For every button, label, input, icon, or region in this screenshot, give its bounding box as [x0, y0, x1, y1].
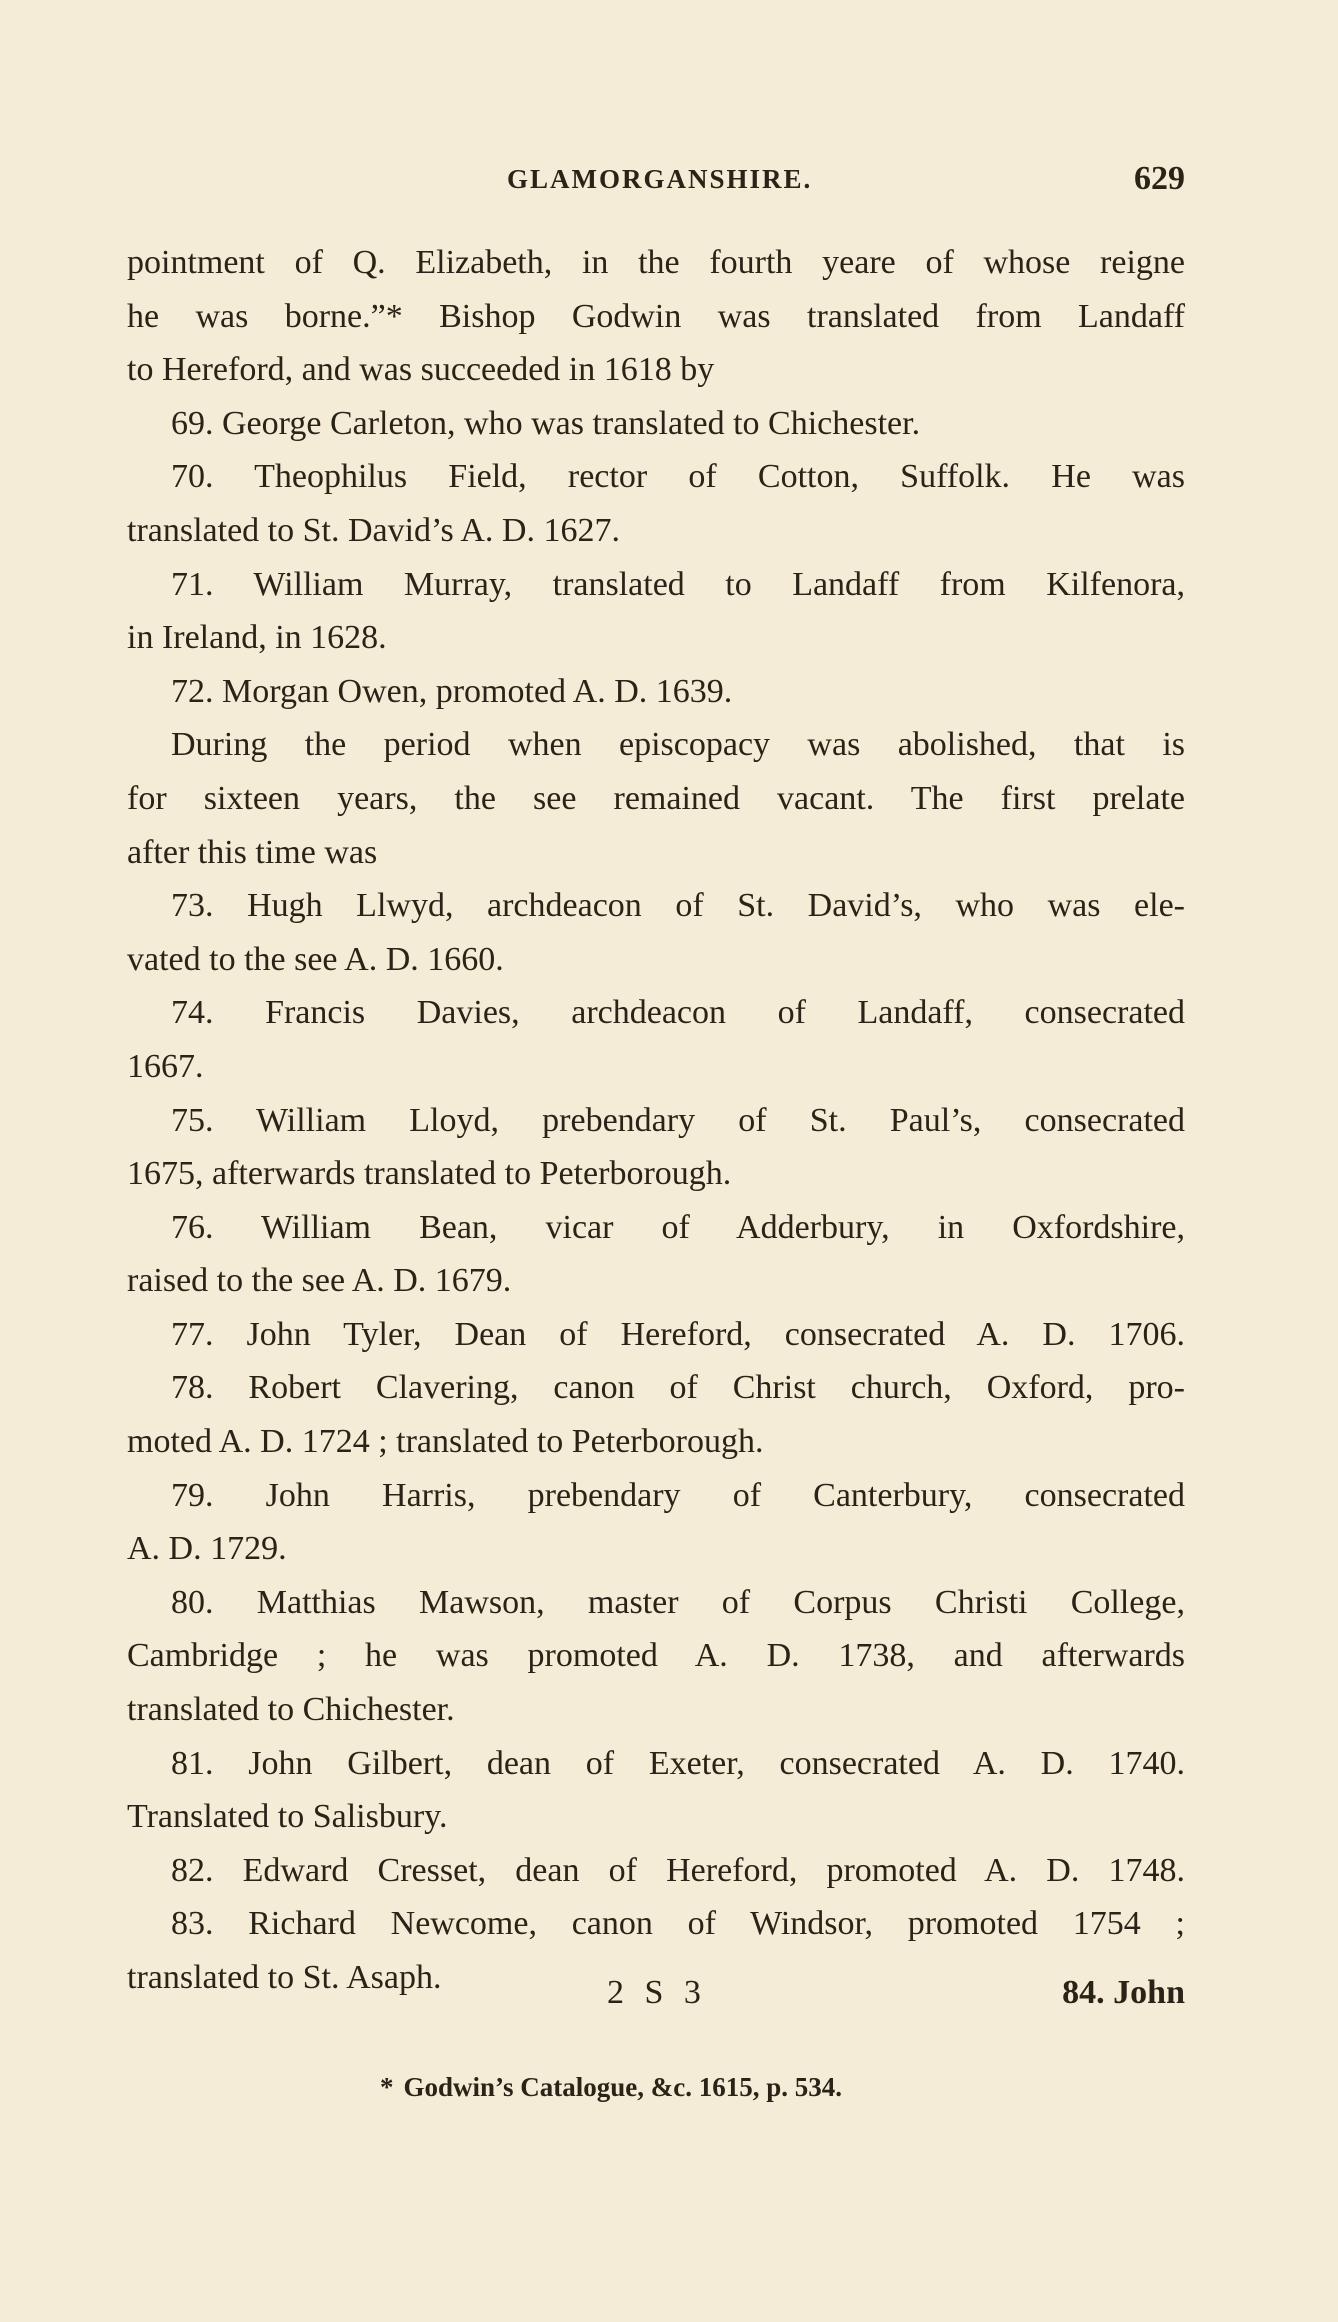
signature-row — [127, 1968, 1185, 2018]
text-line: 79. John Harris, prebendary of Canterbury, consecrated — [171, 1476, 1185, 1514]
text-line: During the period when episcopacy was abolished, that is — [171, 726, 1185, 764]
text-line: 74. Francis Davies, archdeacon of Landaff, consecrated — [171, 994, 1185, 1032]
text-line: 72. Morgan Owen, promoted A. D. 1639. — [171, 672, 733, 710]
text-line: 1667. — [127, 1047, 204, 1085]
footnote-mark: * — [380, 2072, 394, 2102]
running-title: GLAMORGANSHIRE. — [507, 164, 813, 194]
text-line: 1675, afterwards translated to Peterborough. — [127, 1155, 732, 1193]
text-line: pointment of Q. Elizabeth, in the fourth yeare of whose reigne — [127, 244, 1185, 281]
text-line: 69. George Carleton, who was translated to Chichester. — [171, 404, 921, 442]
text-line: 81. John Gilbert, dean of Exeter, consecrated A. D. 1740. — [171, 1744, 1185, 1782]
body-text — [127, 236, 1185, 2005]
text-line: translated to Chichester. — [127, 1691, 455, 1729]
text-line: 70. Theophilus Field, rector of Cotton, Suffolk. He was — [171, 458, 1185, 496]
footnote — [380, 2072, 842, 2103]
text-line: after this time was — [127, 833, 378, 871]
text-line: moted A. D. 1724 ; translated to Peterborough. — [127, 1423, 764, 1461]
text-line: 83. Richard Newcome, canon of Windsor, promoted 1754 ; — [171, 1905, 1185, 1943]
signature-mark: 2 S 3 — [607, 1974, 707, 2011]
text-line: Cambridge ; he was promoted A. D. 1738, and afterwards — [127, 1637, 1185, 1675]
text-line: 75. William Lloyd, prebendary of St. Paul’s, consecrated — [171, 1101, 1185, 1139]
text-line: 76. William Bean, vicar of Adderbury, in Oxfordshire, — [171, 1208, 1185, 1246]
text-line: for sixteen years, the see remained vacant. The first prelate — [127, 779, 1185, 817]
text-line: translated to St. David’s A. D. 1627. — [127, 511, 620, 549]
text-line: to Hereford, and was succeeded in 1618 by — [127, 351, 715, 389]
footnote-text: Godwin’s Catalogue, &c. 1615, p. 534. — [403, 2072, 843, 2102]
page-number: 629 — [1134, 160, 1185, 197]
text-line: 82. Edward Cresset, dean of Hereford, promoted A. D. 1748. — [171, 1851, 1185, 1889]
text-line: vated to the see A. D. 1660. — [127, 940, 504, 978]
text-line: 78. Robert Clavering, canon of Christ church, Oxford, pro- — [171, 1369, 1185, 1407]
text-line: Translated to Salisbury. — [127, 1798, 448, 1836]
text-line: in Ireland, in 1628. — [127, 619, 387, 657]
text-line: translated to St. Asaph. — [127, 1959, 442, 1996]
text-line: he was borne.”* Bishop Godwin was translated from Landaff — [127, 297, 1185, 335]
text-line: A. D. 1729. — [127, 1530, 287, 1568]
text-line: 71. William Murray, translated to Landaff from Kilfenora, — [171, 565, 1185, 603]
catchword: 84. John — [1062, 1974, 1185, 2011]
running-head — [127, 160, 1185, 204]
text-line: 73. Hugh Llwyd, archdeacon of St. David’s, who was ele- — [171, 887, 1185, 925]
text-line: 80. Matthias Mawson, master of Corpus Christi College, — [171, 1583, 1185, 1621]
text-line: raised to the see A. D. 1679. — [127, 1262, 512, 1300]
text-line: 77. John Tyler, Dean of Hereford, consecrated A. D. 1706. — [171, 1315, 1185, 1353]
